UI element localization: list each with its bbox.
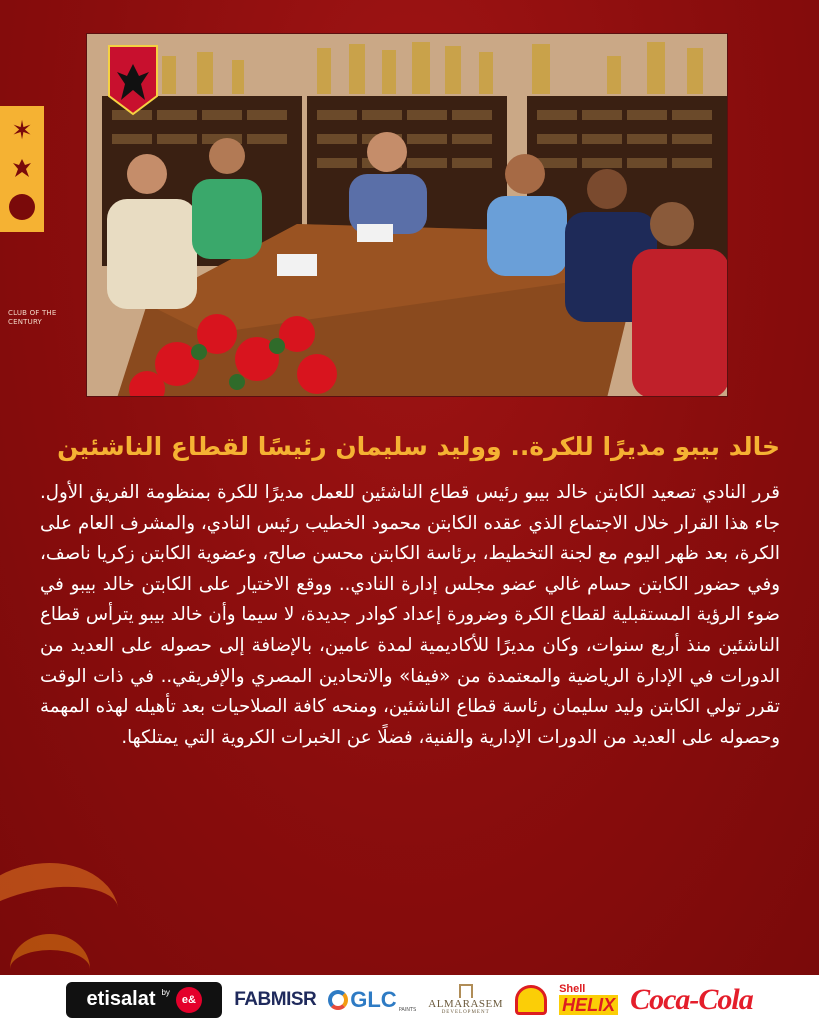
etisalat-by: by <box>161 987 170 997</box>
shell-wordmark: Shell <box>559 983 586 995</box>
star-icon: ✶ <box>11 116 33 147</box>
glc-logo <box>328 987 416 1013</box>
eagle-icon <box>11 157 33 181</box>
glc-ring-icon <box>328 990 348 1010</box>
shell-pecten-icon <box>515 985 547 1015</box>
glc-sub: PAINTS <box>398 1006 417 1013</box>
almarasem-wordmark: ALMARASEM <box>428 998 504 1010</box>
helix-wordmark: HELIX <box>559 995 618 1015</box>
sponsor-bar <box>0 975 819 1024</box>
circle-icon <box>9 194 35 220</box>
headline: خالد بيبو مديرًا للكرة.. ووليد سليمان رئيسًا لقطاع الناشئين <box>57 432 780 461</box>
e-and-mark: e& <box>176 987 202 1013</box>
article-body: قرر النادي تصعيد الكابتن خالد بيبو رئيس قطاع الناشئين للعمل مديرًا للكرة بمنظومة الفريق الأول. جاء هذا القرار خلال الاجتماع الذي عقده الكابتن محمود الخطيب رئيس النادي، والمشرف العام على الكرة، بعد ظهر اليوم مع لجنة التخطيط، برئاسة الكابتن محسن صالح، وعضوية الكابتن زكريا ناصف، وفي حضور الكابتن حسام غالي عضو مجلس إدارة النادي.. ووقع الاختيار على الكابتن خالد بيبو في ضوء الرؤية المستقبلية لقطاع الكرة وضرورة إعداد كوادر جديدة، لا سيما وأن خالد بيبو يترأس قطاع الناشئين منذ أربع سنوات، وكان مديرًا للأكاديمية لمدة عامين، بالإضافة إلى حصوله على العديد من الدورات في الإدارة الرياضية والمعتمدة من «فيفا» والاتحادين المصري والإفريقي.. في ذات الوقت تقرر تولي الكابتن وليد سليمان رئاسة قطاع الناشئين، ومنحه كافة الصلاحيات بعد تأهيله لهذه المهمة وحصوله على العديد من الدورات الإدارية والفنية، فضلًا عن الخبرات الكروية التي يمتلكها. <box>40 482 780 748</box>
side-caption: CLUB OF THE CENTURY <box>8 309 57 326</box>
almarasem-sub: DEVELOPMENT <box>441 1010 490 1015</box>
side-tab <box>0 106 44 232</box>
shell-helix-logo <box>559 984 618 1015</box>
coca-cola-logo: Coca-Cola <box>630 982 753 1016</box>
almarasem-mark-icon <box>459 984 473 998</box>
glc-wordmark: GLC <box>350 986 397 1012</box>
etisalat-wordmark: etisalat <box>86 988 156 1010</box>
etisalat-logo <box>66 982 222 1018</box>
fabmisr-logo: FABMISR <box>234 988 317 1010</box>
almarasem-logo <box>428 984 503 1015</box>
meeting-photo <box>86 33 728 397</box>
